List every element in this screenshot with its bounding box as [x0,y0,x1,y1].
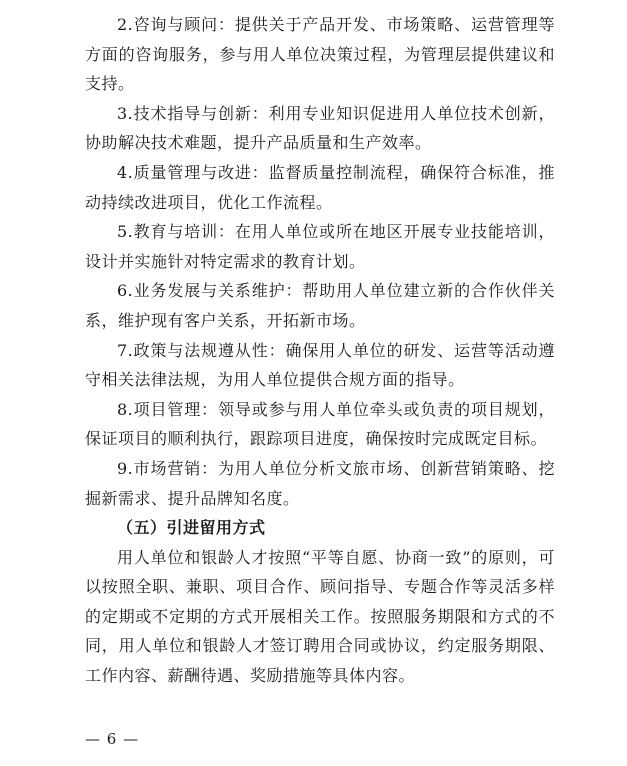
item-text: 确保用人单位的研发、运营等活动遵守相关法律法规，为用人单位提供合规方面的指导。 [85,340,555,390]
list-item [85,454,555,513]
item-title: 咨询与顾问： [133,15,235,34]
list-item [85,336,555,395]
item-title: 业务发展与关系维护： [133,281,303,301]
page-number: — 6 — [85,730,140,748]
item-text: 帮助用人单位建立新的合作伙伴关系，维护现有客户关系，开拓新市场。 [85,281,555,330]
item-number: 8. [117,399,134,419]
item-number: 4. [117,162,134,182]
list-item [85,99,555,158]
item-text: 利用专业知识促进用人单位技术创新，协助解决技术难题，提升产品质量和生产效率。 [85,103,555,153]
item-number: 9. [117,458,134,478]
item-title: 技术指导与创新： [133,103,269,123]
item-text: 提供关于产品开发、市场策略、运营管理等方面的咨询服务，参与用人单位决策过程，为管理层提供建议和支持。 [85,15,555,94]
item-title: 市场营销： [133,458,218,478]
section-heading: （五）引进留用方式 [117,518,266,538]
list-item [85,158,555,217]
item-title: 教育与培训： [133,222,235,242]
item-number: 3. [117,103,134,123]
item-text: 在用人单位或所在地区开展专业技能培训，设计并实施针对特定需求的教育计划。 [85,222,555,271]
item-text: 监督质量控制流程，确保符合标准，推动持续改进项目，优化工作流程。 [85,162,555,212]
list-item [85,276,555,335]
item-number: 2. [117,15,134,34]
item-text: 领导或参与用人单位牵头或负责的项目规划，保证项目的顺利执行，跟踪项目进度，确保按时完成既定目标。 [85,399,555,449]
list-item [85,10,555,99]
list-item [85,217,555,276]
item-title: 政策与法规遵从性： [133,340,286,360]
section-body: 用人单位和银龄人才按照“平等自愿、协商一致”的原则，可以按照全职、兼职、项目合作、顾问指导、专题合作等灵活多样的定期或不定期的方式开展相关工作。按照服务期限和方式的不同，用人单位和银龄人才签订聘用合同或协议，约定服务期限、工作内容、薪酬待遇、奖励措施等具体内容。 [85,547,555,686]
list-item [85,395,555,454]
item-number: 5. [117,222,134,242]
item-title: 项目管理： [133,399,218,419]
item-title: 质量管理与改进： [133,162,269,182]
item-number: 6. [117,281,134,301]
document-body [85,10,555,691]
item-number: 7. [117,340,134,360]
item-text: 为用人单位分析文旅市场、创新营销策略、挖掘新需求、提升品牌知名度。 [85,458,555,508]
